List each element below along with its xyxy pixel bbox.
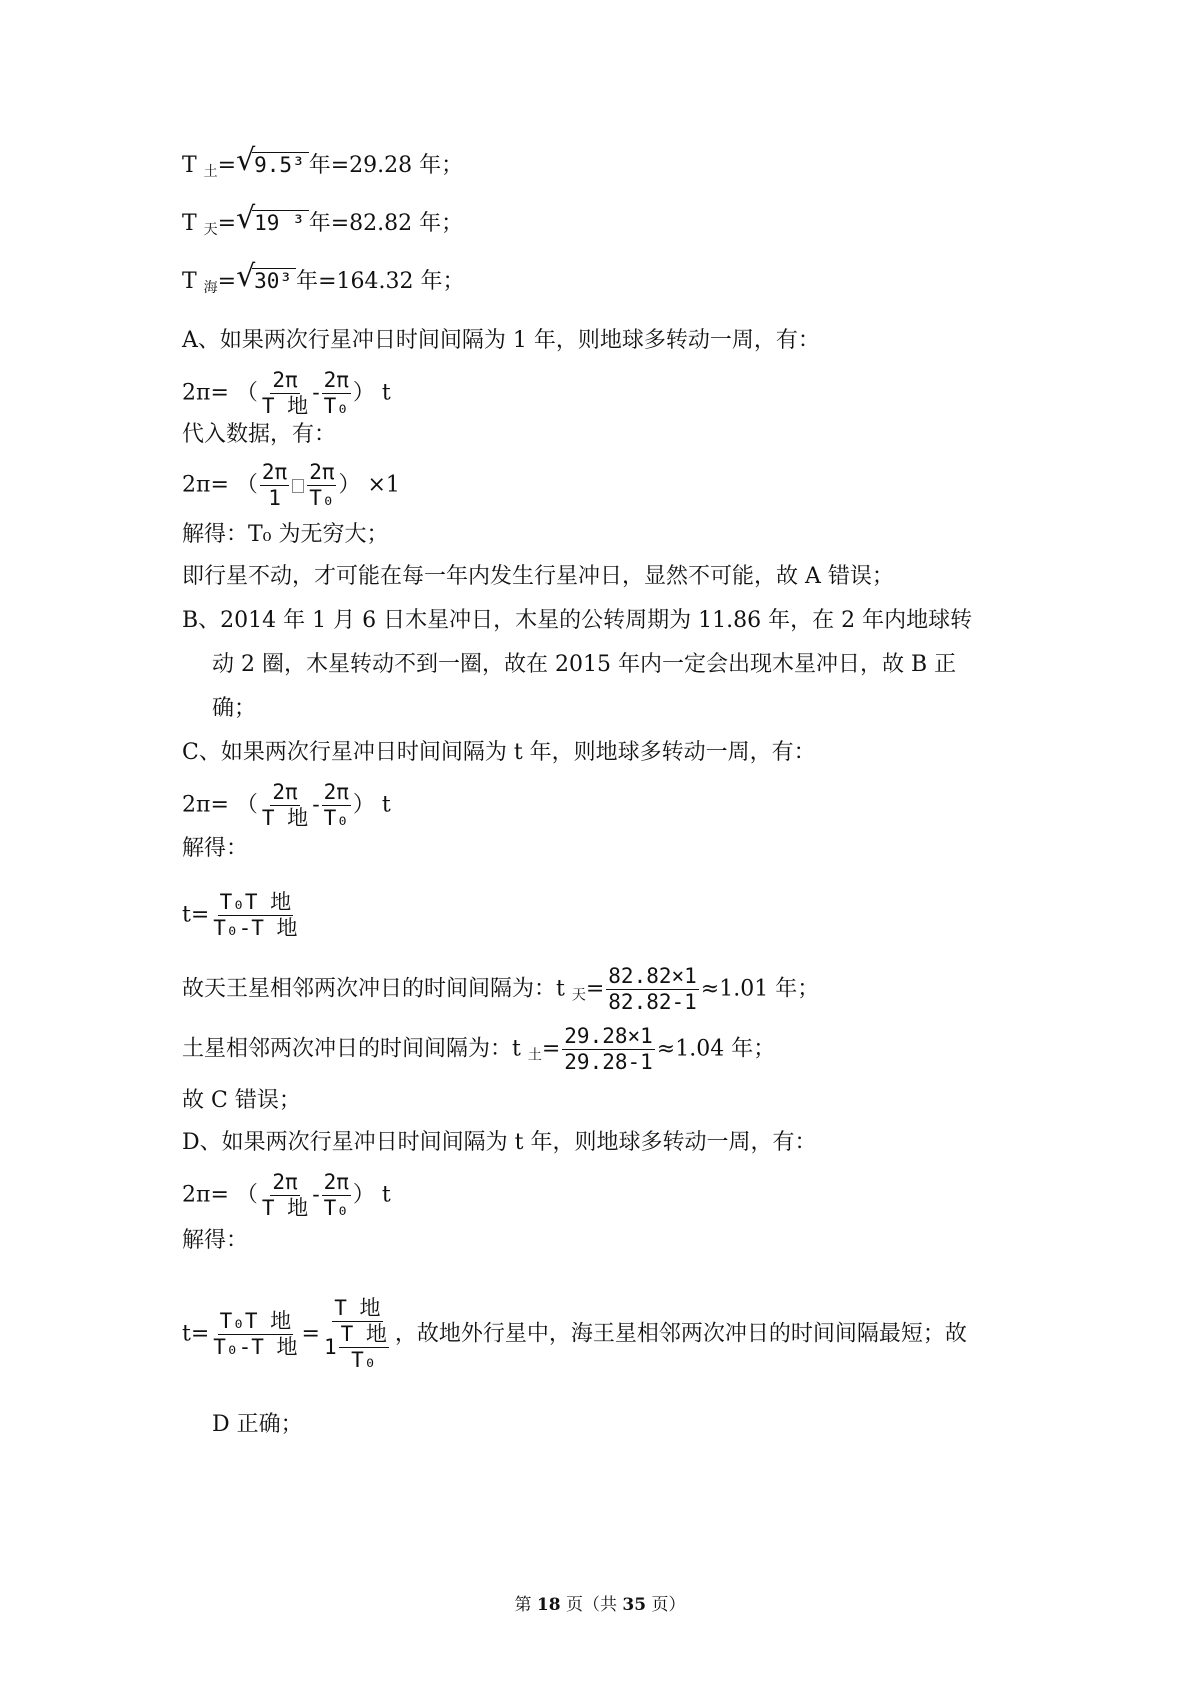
denominator: T₀ — [351, 1348, 377, 1372]
denominator: T₀ — [323, 806, 349, 830]
text: ） ×1 — [338, 472, 400, 498]
denominator: T 地 — [261, 394, 309, 418]
solve-text-3: 解得： — [182, 1228, 249, 1253]
text: T — [182, 269, 204, 294]
text: 2π= （ — [182, 380, 258, 406]
fraction — [562, 1024, 655, 1075]
numerator: 2π — [272, 368, 298, 392]
numerator: 29.28×1 — [564, 1024, 653, 1048]
radicand: 9.5³ — [252, 152, 309, 177]
fraction — [307, 460, 336, 511]
numerator: 2π — [323, 1170, 349, 1194]
text: t= — [182, 1321, 210, 1347]
numerator: 2π — [323, 368, 349, 392]
denominator: 29.28-1 — [564, 1050, 653, 1074]
text: 2π= （ — [182, 792, 258, 818]
option-d-head: D、如果两次行星冲日时间间隔为 t 年，则地球多转动一周，有： — [182, 1130, 817, 1155]
equation-1: 2π= （ $\frac{2\pi}{\text{T 地}}$ - $\frac{2\pi}{\text{T₀}}$ ） t — [182, 368, 391, 418]
text: = — [217, 269, 237, 294]
numerator: 2π — [323, 780, 349, 804]
fraction — [211, 1309, 299, 1360]
placeholder-box — [292, 479, 304, 493]
denominator: T₀-T 地 — [213, 916, 298, 940]
fraction — [211, 890, 299, 941]
numerator: 2π — [261, 460, 288, 484]
text: 年 — [296, 269, 319, 294]
text: = — [217, 153, 237, 178]
subscript: 土 — [203, 164, 218, 180]
saturn-interval-line — [182, 1024, 775, 1075]
uranus-period-line — [182, 208, 463, 245]
text: T — [182, 211, 204, 236]
solve-text-2: 解得： — [182, 836, 249, 861]
equation-4 — [182, 890, 302, 941]
sqrt — [238, 266, 296, 297]
numerator: 2π — [272, 1170, 298, 1194]
equation-2 — [182, 460, 400, 511]
text: ，故地外行星中，海王星相邻两次冲日的时间间隔最短；故 — [394, 1321, 967, 1347]
text: 土星相邻两次冲日的时间间隔为：t — [182, 1036, 528, 1062]
text: ） t — [352, 792, 391, 818]
neptune-period-line — [182, 266, 464, 303]
text: ≈1.04 年； — [656, 1036, 776, 1062]
numerator: 82.82×1 — [608, 964, 697, 988]
text: t= — [182, 902, 210, 928]
text: 年 — [308, 211, 331, 236]
numerator: T 地 — [340, 1322, 387, 1346]
option-b-line-3: 确； — [212, 696, 257, 721]
fraction — [322, 1170, 351, 1221]
subscript: 天 — [571, 987, 586, 1004]
text: T — [182, 153, 204, 178]
option-c-conclusion: 故 C 错误； — [182, 1088, 301, 1113]
solve-text-1: 解得：T₀ 为无穷大； — [182, 522, 389, 547]
fraction — [260, 368, 310, 419]
denominator: 1 — [268, 486, 281, 510]
subscript: 天 — [203, 222, 218, 238]
page-footer — [0, 1590, 1200, 1615]
sqrt — [238, 208, 309, 239]
denominator: T 地 — [261, 806, 309, 830]
text: = — [217, 211, 237, 236]
denominator: T 地 — [261, 1196, 309, 1220]
fraction — [606, 964, 699, 1015]
text: 2π= （ — [182, 472, 258, 498]
numerator: T₀T 地 — [219, 1309, 292, 1333]
text: 第 — [514, 1595, 537, 1615]
denominator: T₀ — [323, 1196, 349, 1220]
numerator: T 地 — [334, 1296, 381, 1320]
text: = — [585, 976, 605, 1002]
text: ≈1.01 年； — [700, 976, 820, 1002]
page-number: 18 — [536, 1595, 561, 1615]
denominator: T₀-T 地 — [213, 1335, 298, 1359]
text: ） t — [352, 1182, 391, 1208]
text: 页（共 — [560, 1595, 623, 1615]
text: 2π= （ — [182, 1182, 258, 1208]
text: = — [301, 1321, 320, 1347]
total-pages: 35 — [622, 1595, 647, 1615]
denominator: 82.82-1 — [608, 990, 697, 1014]
text: 1 — [323, 1335, 337, 1359]
fraction — [339, 1322, 389, 1373]
text: 页） — [646, 1595, 686, 1615]
fraction — [322, 1296, 393, 1373]
option-a-conclusion: 即行星不动，才可能在每一年内发生行星冲日，显然不可能，故 A 错误； — [182, 564, 894, 589]
fraction — [260, 460, 289, 511]
option-c-head: C、如果两次行星冲日时间间隔为 t 年，则地球多转动一周，有： — [182, 740, 816, 765]
text: =82.82 年； — [330, 211, 464, 236]
option-d-conclusion: D 正确； — [212, 1412, 303, 1437]
compound-denominator — [322, 1322, 393, 1373]
uranus-interval-line — [182, 964, 819, 1015]
numerator: 2π — [272, 780, 298, 804]
text: = — [541, 1036, 561, 1062]
text: =164.32 年； — [318, 269, 465, 294]
sqrt — [238, 150, 309, 181]
subscript: 土 — [527, 1047, 542, 1064]
fraction — [322, 780, 351, 831]
subscript: 海 — [203, 280, 218, 296]
equation-3: 2π= （ $\frac{2\pi}{\text{T 地}}$ - $\frac{2\pi}{\text{T₀}}$ ） t — [182, 780, 391, 830]
option-b-line-1: B、2014 年 1 月 6 日木星冲日，木星的公转周期为 11.86 年，在 2 年内地球转 — [182, 608, 973, 633]
text: ） t — [352, 380, 391, 406]
option-a-head: A、如果两次行星冲日时间间隔为 1 年，则地球多转动一周，有： — [182, 328, 820, 353]
text: 故天王星相邻两次冲日的时间间隔为：t — [182, 976, 572, 1002]
radicand: 30³ — [252, 268, 296, 293]
numerator: 2π — [309, 460, 335, 484]
fraction — [260, 1170, 310, 1221]
numerator: T₀T 地 — [219, 890, 292, 914]
denominator: T₀ — [323, 394, 349, 418]
radicand: 19 ³ — [252, 210, 309, 235]
denominator: T₀ — [309, 486, 335, 510]
equation-6 — [182, 1296, 967, 1373]
fraction — [260, 780, 310, 831]
saturn-period-line — [182, 150, 463, 187]
substitute-text: 代入数据，有： — [182, 422, 337, 447]
option-b-line-2: 动 2 圈，木星转动不到一圈，故在 2015 年内一定会出现木星冲日，故 B 正 — [212, 652, 957, 677]
text: 年 — [308, 153, 331, 178]
fraction — [322, 368, 351, 419]
text: =29.28 年； — [330, 153, 464, 178]
equation-5: 2π= （ $\frac{2\pi}{\text{T 地}}$ - $\frac{2\pi}{\text{T₀}}$ ） t — [182, 1170, 391, 1220]
